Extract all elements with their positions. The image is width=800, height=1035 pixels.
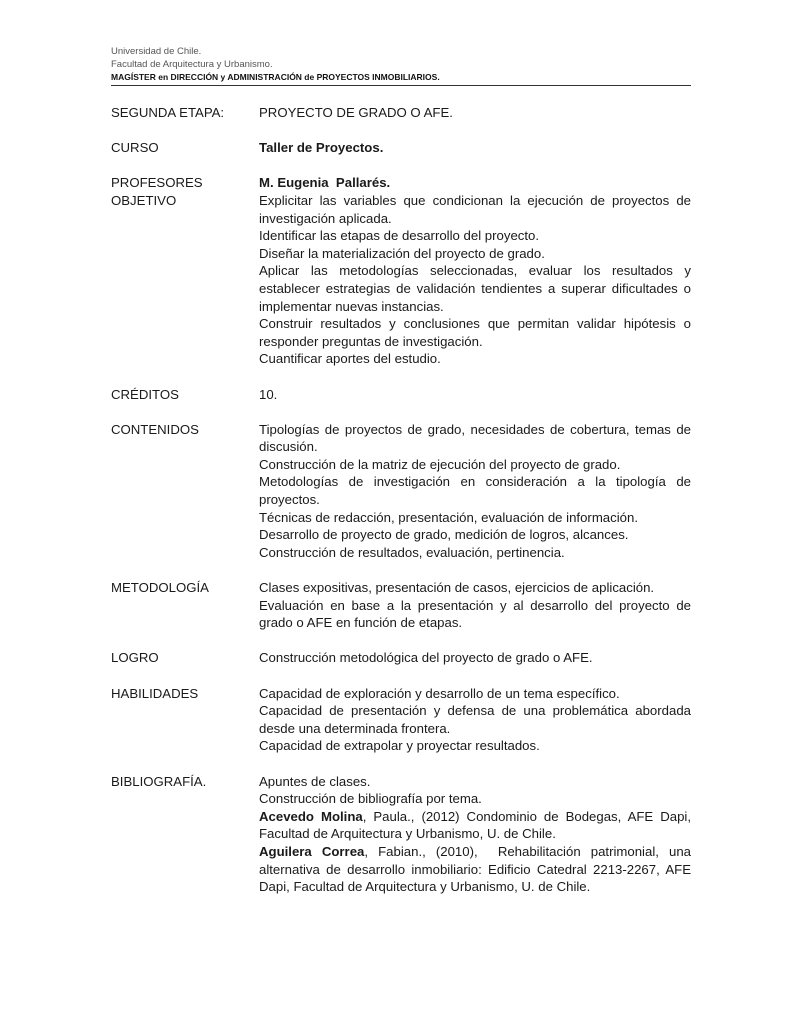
- ref-author: Aguilera Correa: [259, 843, 365, 859]
- header-rule: [111, 85, 691, 86]
- row-habilidades: [111, 685, 691, 755]
- header-faculty: Facultad de Arquitectura y Urbanismo.: [111, 59, 273, 70]
- document-body: [111, 104, 695, 896]
- objetivo-item: Aplicar las metodologías seleccionadas, evaluar los resultados y establecer estrategias de validación tendientes a superar dificultades o implementar nuevas instancias.: [259, 263, 691, 314]
- curso-label: CURSO: [111, 140, 159, 156]
- contenidos-item: Tipologías de proyectos de grado, necesidades de cobertura, temas de discusión.: [259, 421, 691, 455]
- header-university: Universidad de Chile.: [111, 46, 202, 57]
- metodologia-list: [259, 579, 691, 632]
- row-logro: [111, 649, 691, 667]
- objetivo-item: Construir resultados y conclusiones que permitan validar hipótesis o responder preguntas de investigación.: [259, 316, 691, 349]
- objetivo-item: Diseñar la materialización del proyecto de grado.: [259, 245, 545, 261]
- creditos-label: CRÉDITOS: [111, 386, 179, 402]
- bibliografia-label: BIBLIOGRAFÍA.: [111, 773, 207, 789]
- objetivo-list: [259, 192, 691, 368]
- row-curso: [111, 139, 691, 157]
- objetivo-item: Identificar las etapas de desarrollo del proyecto.: [259, 228, 540, 244]
- bibliografia-list: [259, 773, 695, 896]
- habilidades-item: Capacidad de exploración y desarrollo de un tema específico.: [259, 685, 620, 701]
- row-profesores: [111, 174, 691, 192]
- metodologia-item: Evaluación en base a la presentación y al desarrollo del proyecto de grado o AFE en función de etapas.: [259, 597, 691, 631]
- objetivo-label: OBJETIVO: [111, 192, 177, 208]
- ref-detail: , Fabian., (2010), Rehabilitación patrimonial, una alternativa de desarrollo inmobiliario: Edificio Catedral 2213-2267, AFE Dapi, Facultad de Arquitectura y Urbanismo, U. de Chile.: [259, 843, 695, 895]
- profesores-label: PROFESORES: [111, 175, 203, 191]
- habilidades-item: Capacidad de presentación y defensa de una problemática abordada desde una determinada frontera.: [259, 703, 691, 736]
- bibliografia-item: Construcción de bibliografía por tema.: [259, 791, 482, 807]
- habilidades-label: HABILIDADES: [111, 685, 199, 701]
- creditos-value: 10.: [259, 386, 278, 402]
- objetivo-item: Cuantificar aportes del estudio.: [259, 351, 441, 367]
- objetivo-item: Explicitar las variables que condicionan la ejecución de proyectos de investigación aplicada.: [259, 192, 691, 226]
- contenidos-item: Técnicas de redacción, presentación, evaluación de información.: [259, 509, 638, 525]
- row-contenidos: [111, 421, 691, 562]
- bibliografia-ref: [259, 843, 695, 896]
- metodologia-item: Clases expositivas, presentación de casos, ejercicios de aplicación.: [259, 580, 655, 596]
- ref-detail: , Paula., (2012) Condominio de Bodegas, AFE Dapi, Facultad de Arquitectura y Urbanismo, U. de Chile.: [259, 808, 691, 842]
- etapa-label: SEGUNDA ETAPA:: [111, 105, 225, 120]
- logro-label: LOGRO: [111, 650, 159, 666]
- contenidos-item: Metodologías de investigación en consideración a la tipología de proyectos.: [259, 474, 691, 508]
- contenidos-item: Desarrollo de proyecto de grado, medición de logros, alcances.: [259, 527, 629, 543]
- row-metodologia: [111, 579, 691, 632]
- row-bibliografia: [111, 773, 695, 896]
- ref-author: Acevedo Molina: [259, 808, 363, 824]
- contenidos-item: Construcción de la matriz de ejecución del proyecto de grado.: [259, 456, 621, 472]
- row-objetivo: [111, 192, 691, 368]
- bibliografia-item: Apuntes de clases.: [259, 773, 371, 789]
- contenidos-label: CONTENIDOS: [111, 421, 199, 437]
- metodologia-label: METODOLOGÍA: [111, 580, 209, 596]
- habilidades-list: [259, 685, 691, 755]
- row-etapa: [111, 104, 691, 122]
- page-header: [111, 45, 691, 84]
- etapa-value: PROYECTO DE GRADO O AFE.: [259, 105, 453, 120]
- bibliografia-ref: [259, 808, 691, 843]
- logro-value: Construcción metodológica del proyecto de grado o AFE.: [259, 650, 593, 666]
- profesores-value: M. Eugenia Pallarés.: [259, 175, 391, 191]
- header-program: MAGÍSTER en DIRECCIÓN y ADMINISTRACIÓN de PROYECTOS INMOBILIARIOS.: [111, 72, 440, 82]
- contenidos-item: Construcción de resultados, evaluación, pertinencia.: [259, 544, 565, 560]
- habilidades-item: Capacidad de extrapolar y proyectar resultados.: [259, 738, 540, 754]
- contenidos-list: [259, 421, 691, 562]
- curso-value: Taller de Proyectos.: [259, 140, 384, 156]
- row-creditos: [111, 386, 691, 404]
